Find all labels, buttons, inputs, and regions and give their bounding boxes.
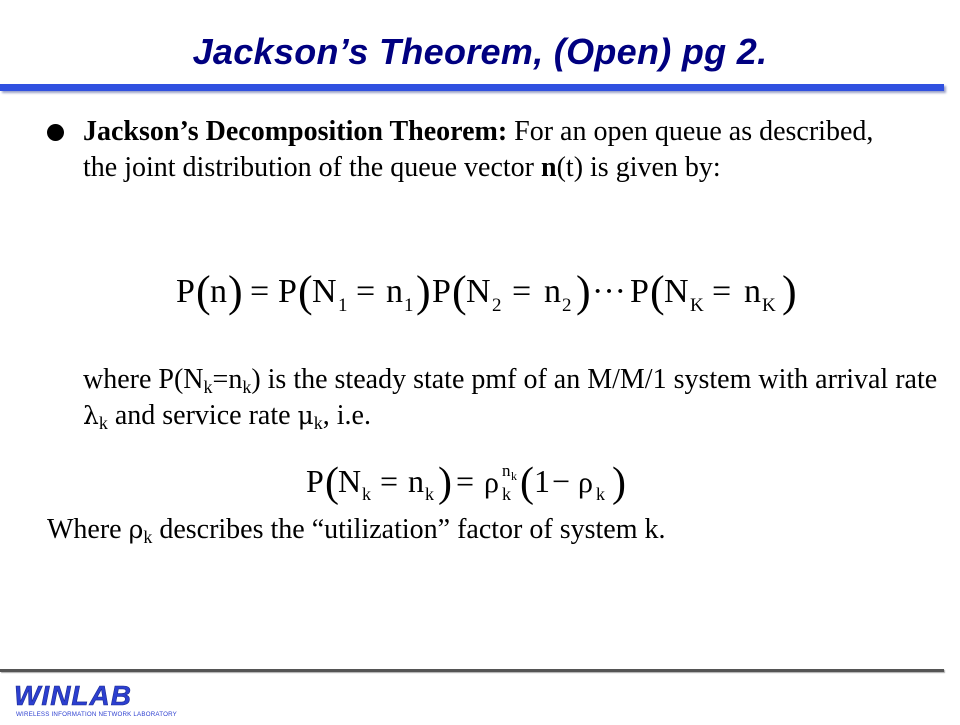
title-underline [0, 84, 944, 91]
svg-text:): ) [782, 267, 797, 316]
svg-text:(: ( [325, 460, 339, 506]
svg-text:ρ: ρ [578, 466, 593, 499]
svg-text:P: P [306, 463, 324, 499]
where1-e: , i.e. [322, 400, 371, 431]
svg-text:2: 2 [492, 295, 502, 316]
svg-text:(: ( [298, 267, 313, 316]
svg-text:P: P [432, 273, 451, 310]
svg-text:): ) [438, 460, 452, 506]
svg-text:n: n [210, 273, 227, 310]
svg-text:n: n [744, 273, 761, 310]
svg-text:N: N [312, 273, 337, 310]
svg-text:N: N [664, 273, 689, 310]
svg-text:n: n [408, 463, 424, 499]
where1-sub3: k [98, 413, 108, 433]
vector-n: n [541, 152, 557, 183]
svg-text:P: P [278, 273, 297, 310]
where1-b: =n [212, 364, 243, 395]
theorem-name: Jackson’s Decomposition Theorem: [83, 116, 508, 147]
svg-text:): ) [576, 267, 591, 316]
svg-text:=: = [512, 273, 532, 310]
where1-a: where P(N [83, 364, 204, 395]
where-paragraph-1 [83, 362, 943, 434]
where1-c: ) is the steady state pmf of an M/M/1 system with arrival rate [251, 364, 938, 395]
svg-text:(: ( [452, 267, 467, 316]
svg-text:k: k [425, 484, 434, 504]
svg-text:1: 1 [404, 295, 414, 316]
svg-text:=: = [712, 273, 732, 310]
svg-text:(: ( [196, 267, 211, 316]
where1-d: and service rate [107, 400, 298, 431]
svg-text:2: 2 [562, 295, 572, 316]
svg-text:K: K [690, 295, 704, 316]
svg-text:N: N [338, 463, 362, 499]
rho-symbol: ρ [128, 515, 144, 544]
where1-sub2: k [242, 377, 252, 397]
ellipsis: ··· [592, 273, 626, 310]
svg-text:k: k [596, 484, 605, 504]
where2-b: describes the “utilization” factor of system k. [152, 514, 666, 545]
svg-text:): ) [228, 267, 243, 316]
svg-text:(: ( [520, 460, 534, 506]
svg-text:1: 1 [534, 463, 550, 499]
svg-text:P: P [176, 273, 195, 310]
bullet-dot [47, 124, 64, 141]
bullet-text-b: (t) is given by: [556, 152, 721, 183]
svg-text:): ) [612, 460, 626, 506]
svg-text:N: N [466, 273, 491, 310]
svg-text:k: k [362, 484, 371, 504]
svg-text:=: = [456, 463, 475, 499]
logo-tagline: WIRELESS INFORMATION NETWORK LABORATORY [16, 711, 178, 718]
bullet-text-a: For an open queue as described, the joint distribution of the queue vector [83, 116, 874, 183]
slide-title: Jackson’s Theorem, (Open) pg 2. [192, 31, 768, 72]
svg-text:): ) [416, 267, 431, 316]
svg-text:ρ: ρ [484, 466, 499, 499]
svg-text:n: n [386, 273, 403, 310]
svg-text:P: P [630, 273, 649, 310]
where1-sub4: k [313, 413, 323, 433]
where2-sub: k [143, 527, 153, 547]
svg-text:n: n [544, 273, 561, 310]
bullet-paragraph [83, 114, 913, 186]
svg-text:1: 1 [338, 295, 348, 316]
where-paragraph-2 [47, 512, 927, 548]
svg-text:=: = [380, 463, 399, 499]
where1-sub1: k [203, 377, 213, 397]
where2-a: Where [47, 514, 129, 545]
winlab-logo [12, 678, 182, 720]
logo-word: WINLAB [14, 680, 132, 711]
svg-text:n: n [502, 461, 511, 480]
svg-text:k: k [502, 484, 511, 504]
equation-mm1-pmf [300, 454, 640, 508]
svg-text:−: − [552, 463, 571, 499]
footer-rule [0, 669, 944, 672]
svg-text:(: ( [650, 267, 665, 316]
lambda-symbol: λ [83, 401, 99, 430]
equation-joint-distribution [170, 262, 830, 322]
svg-text:K: K [762, 295, 776, 316]
svg-text:=: = [356, 273, 376, 310]
svg-text:k: k [511, 469, 517, 483]
mu-symbol: μ [297, 401, 314, 430]
svg-text:=: = [250, 273, 270, 310]
